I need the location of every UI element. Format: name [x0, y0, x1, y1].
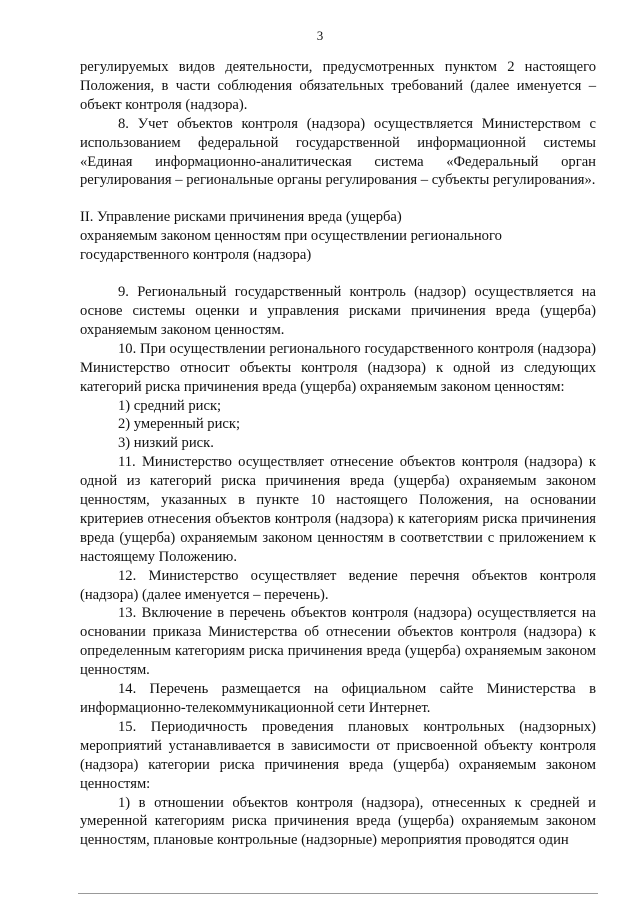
footer-rule [78, 893, 598, 894]
page-number: 3 [316, 28, 324, 43]
paragraph-10: 10. При осуществлении регионального государственного контроля (надзора) Министерство относит объекты контроля (надзора) к одной из следующих категорий риска причинения вреда (ущерба) охраняемым законом ценностям: [80, 340, 596, 395]
paragraph-15: 15. Периодичность проведения плановых контрольных (надзорных) мероприятий устанавливается в зависимости от присвоенной объекту контроля (надзора) категории риска причинения вреда (ущерба) охраняемым законом ценностям: [80, 718, 596, 792]
paragraph-13: 13. Включение в перечень объектов контроля (надзора) осуществляется на основании приказа Министерства об отнесении объектов контроля (надзора) к определенным категориям риска причинения вреда (ущерба) охраняемым законом ценностям. [80, 605, 596, 679]
paragraph-8: 8. Учет объектов контроля (надзора) осуществляется Министерством с использованием федеральной государственной информационной системы «Единая информационно-аналитическая система «Федеральный орган регулирования – региональные органы регулирования – субъекты регулирования». [80, 115, 596, 189]
paragraph-12: 12. Министерство осуществляет ведение перечня объектов контроля (надзора) (далее именуется – перечень). [80, 567, 596, 603]
section-title-line-1: II. Управление рисками причинения вреда (ущерба) [80, 209, 402, 226]
list-item-2: 2) умеренный риск; [118, 416, 241, 433]
paragraph-11: 11. Министерство осуществляет отнесение объектов контроля (надзора) к одной из категорий риска причинения вреда (ущерба) охраняемым законом ценностям, указанных в пункте 10 настоящего Положения, на основании критериев отнесения объектов контроля (надзора) к категориям риска причинения вреда (ущерба) охраняемым законом ценностям в соответствии с приложением к настоящему Положению. [80, 454, 596, 565]
paragraph-9: 9. Региональный государственный контроль (надзор) осуществляется на основе системы оценки и управления рисками причинения вреда (ущерба) охраняемым законом ценностям. [80, 284, 596, 338]
paragraph-continuation: регулируемых видов деятельности, предусмотренных пунктом 2 настоящего Положения, в части соблюдения обязательных требований (далее именуется – объект контроля (надзора). [80, 59, 596, 113]
section-heading [80, 208, 596, 265]
section-title-line-3: государственного контроля (надзора) [80, 247, 312, 264]
list-item-1: 1) средний риск; [118, 397, 222, 414]
list-item-3: 3) низкий риск. [118, 435, 214, 452]
paragraph-15-item-1: 1) в отношении объектов контроля (надзора), отнесенных к средней и умеренной категориям риска причинения вреда (ущерба) охраняемым законом ценностям, плановые контрольные (надзорные) мероприятия проводятся один [80, 794, 596, 849]
paragraph-14: 14. Перечень размещается на официальном сайте Министерства в информационно-телекоммуникационной сети Интернет. [80, 681, 596, 716]
document-body [80, 58, 596, 850]
section-title-line-2: охраняемым законом ценностям при осуществлении регионального [80, 228, 502, 245]
